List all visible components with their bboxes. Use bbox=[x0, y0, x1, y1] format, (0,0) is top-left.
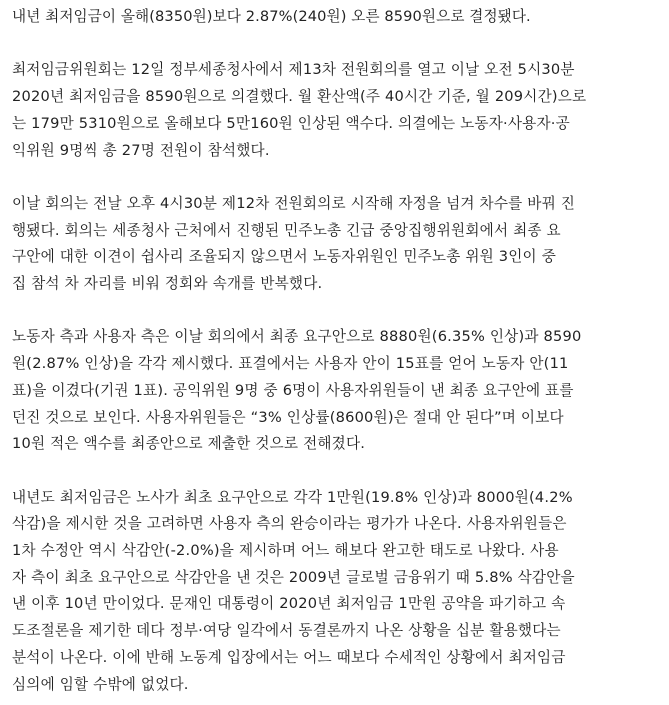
article-headline: 내년 최저임금이 올해(8350원)보다 2.87%(240원) 오른 8590원으로 결정됐다. bbox=[12, 8, 531, 25]
paragraph-line: 2020년 최저임금을 8590원으로 의결했다. 월 환산액(주 40시간 기준, 월 209시간)으로 bbox=[12, 88, 587, 106]
paragraph-3 bbox=[12, 324, 665, 458]
paragraph-line: 원(2.87% 인상)을 각각 제시했다. 표결에서는 사용자 안이 15표를 얻어 노동자 안(11 bbox=[12, 355, 569, 373]
paragraph-line: 10원 적은 액수를 최종안으로 제출한 것으로 전해졌다. bbox=[12, 435, 366, 453]
paragraph-line: 구안에 대한 이견이 쉽사리 조율되지 않으면서 노동자위원인 민주노총 위원 3인이 중 bbox=[12, 248, 556, 266]
paragraph-line: 표)을 이겼다(기권 1표). 공익위원 9명 중 6명이 사용자위원들이 낸 최종 요구안에 표를 bbox=[12, 381, 574, 399]
paragraph-line: 행됐다. 회의는 세종청사 근처에서 진행된 민주노총 긴급 중앙집행위원회에서 최종 요 bbox=[12, 221, 561, 239]
paragraph-line: 집 참석 차 자리를 비워 정회와 속개를 반복했다. bbox=[12, 275, 323, 292]
paragraph-line: 분석이 나온다. 이에 반해 노동계 입장에서는 어느 때보다 수세적인 상황에서 최저임금 bbox=[12, 648, 566, 666]
paragraph-line: 노동자 측과 사용자 측은 이날 회의에서 최종 요구안으로 8880원(6.35% 인상)과 8590 bbox=[12, 328, 582, 346]
paragraph-line: 최저임금위원회는 12일 정부세종청사에서 제13차 전원회의를 열고 이날 오전 5시30분 bbox=[12, 61, 575, 79]
paragraph-line: 익위원 9명씩 총 27명 전원이 참석했다. bbox=[12, 141, 270, 159]
paragraph-1 bbox=[12, 57, 665, 164]
paragraph-line: 도조절론을 제기한 데다 정부·여당 일각에서 동결론까지 나온 상황을 십분 활용했다는 bbox=[12, 622, 561, 640]
paragraph-line: 는 179만 5310원으로 올해보다 5만160원 인상된 액수다. 의결에는 노동자·사용자·공 bbox=[12, 114, 570, 132]
paragraph-line: 던진 것으로 보인다. 사용자위원들은 “3% 인상률(8600원)은 절대 안 된다”며 이보다 bbox=[12, 408, 564, 426]
paragraph-line: 심의에 임할 수밖에 없었다. bbox=[12, 675, 189, 693]
paragraph-4 bbox=[12, 485, 665, 699]
paragraph-line: 내년도 최저임금은 노사가 최초 요구안으로 각각 1만원(19.8% 인상)과 8000원(4.2% bbox=[12, 488, 573, 506]
paragraph-line: 이날 회의는 전날 오후 4시30분 제12차 전원회의로 시작해 자정을 넘겨 차수를 바꿔 진 bbox=[12, 194, 576, 212]
paragraph-line: 낸 이후 10년 만이었다. 문재인 대통령이 2020년 최저임금 1만원 공약을 파기하고 속 bbox=[12, 595, 566, 613]
paragraph-line: 삭감)을 제시한 것을 고려하면 사용자 측의 완승이라는 평가가 나온다. 사용자위원들은 bbox=[12, 515, 567, 533]
paragraph-line: 자 측이 최초 요구안으로 삭감안을 낸 것은 2009년 글로벌 금융위기 때 5.8% 삭감안을 bbox=[12, 568, 575, 586]
paragraph-2 bbox=[12, 191, 665, 298]
paragraph-line: 1차 수정안 역시 삭감안(-2.0%)을 제시하며 어느 해보다 완고한 태도로 나왔다. 사용 bbox=[12, 542, 559, 559]
